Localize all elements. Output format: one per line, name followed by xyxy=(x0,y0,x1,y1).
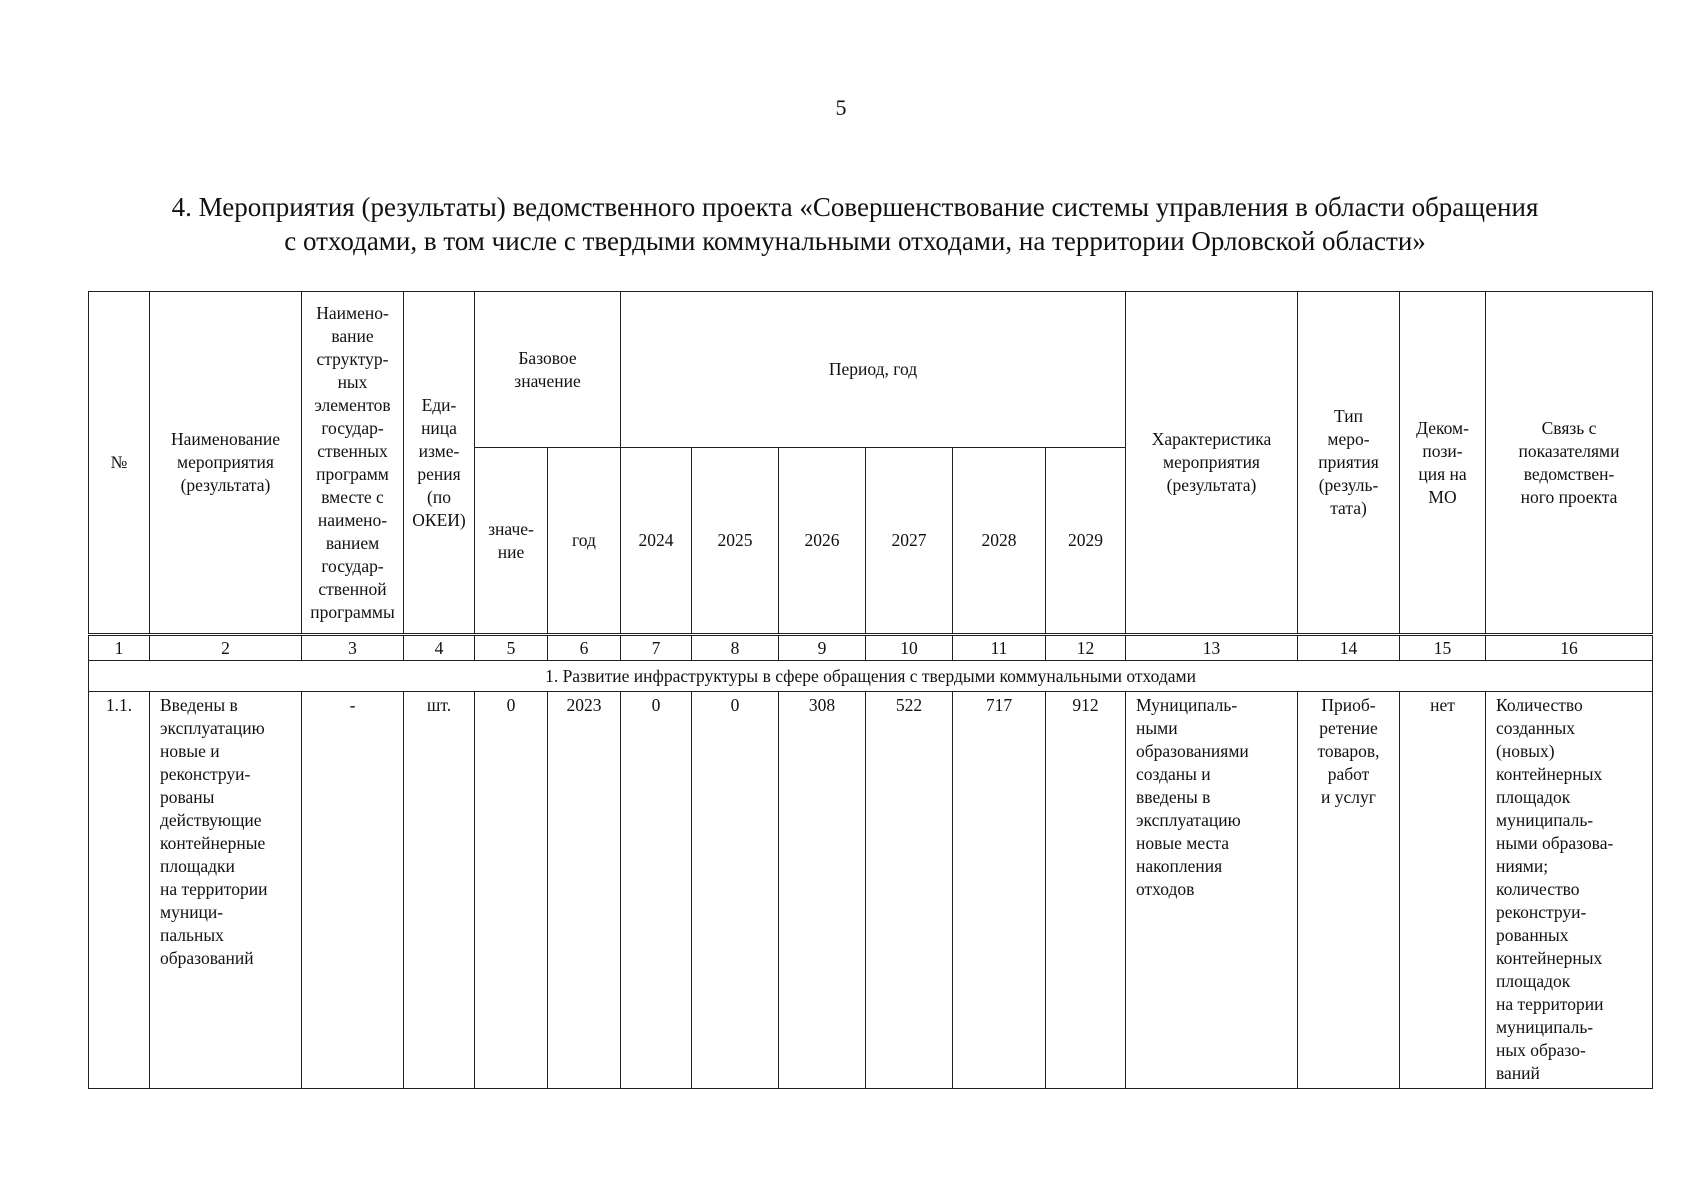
column-number: 16 xyxy=(1486,635,1653,661)
column-number: 2 xyxy=(150,635,302,661)
header-num: № xyxy=(89,292,150,635)
row-value-2025: 0 xyxy=(692,692,779,1089)
row-value-2029: 912 xyxy=(1046,692,1126,1089)
column-number: 6 xyxy=(548,635,621,661)
header-year: 2028 xyxy=(953,448,1046,635)
row-type: Приоб- ретение товаров, работ и услуг xyxy=(1298,692,1400,1089)
header-type: Тип меро- приятия (резуль- тата) xyxy=(1298,292,1400,635)
header-name: Наименование мероприятия (результата) xyxy=(150,292,302,635)
header-year: 2029 xyxy=(1046,448,1126,635)
page-number: 5 xyxy=(835,95,847,120)
header-characteristic: Характеристика мероприятия (результата) xyxy=(1126,292,1298,635)
column-number: 3 xyxy=(302,635,404,661)
row-unit: шт. xyxy=(404,692,475,1089)
row-struct: - xyxy=(302,692,404,1089)
header-base-year: год xyxy=(548,448,621,635)
column-number: 1 xyxy=(89,635,150,661)
header-row-1 xyxy=(89,292,1653,448)
row-base-year: 2023 xyxy=(548,692,621,1089)
header-year: 2025 xyxy=(692,448,779,635)
row-base-value: 0 xyxy=(475,692,548,1089)
column-number: 11 xyxy=(953,635,1046,661)
header-decomp: Деком- пози- ция на МО xyxy=(1400,292,1486,635)
column-number: 15 xyxy=(1400,635,1486,661)
column-number: 7 xyxy=(621,635,692,661)
row-value-2028: 717 xyxy=(953,692,1046,1089)
column-number: 9 xyxy=(779,635,866,661)
activities-table xyxy=(88,291,1653,1089)
row-characteristic: Муниципаль- ными образованиями созданы и введены в эксплуатацию новые места накопления отходов xyxy=(1126,692,1298,1089)
row-link: Количество созданных (новых) контейнерных площадок муниципаль- ными образова- ниями; количество реконструи- рованных контейнерных площадок на территории муниципаль- ных образо- ваний xyxy=(1486,692,1653,1089)
section-row xyxy=(89,661,1653,692)
header-base-value: значе- ние xyxy=(475,448,548,635)
row-name: Введены в эксплуатацию новые и реконструи- рованы действующие контейнерные площадки на территории муници- пальных образований xyxy=(150,692,302,1089)
header-period: Период, год xyxy=(621,292,1126,448)
document-title xyxy=(95,190,1615,258)
column-number: 13 xyxy=(1126,635,1298,661)
header-year: 2024 xyxy=(621,448,692,635)
title-line-1: 4. Мероприятия (результаты) ведомственного проекта «Совершенствование системы управления в области обращения xyxy=(171,192,1539,222)
header-link: Связь с показателями ведомствен- ного проекта xyxy=(1486,292,1653,635)
header-year: 2026 xyxy=(779,448,866,635)
header-base: Базовое значение xyxy=(475,292,621,448)
column-number: 14 xyxy=(1298,635,1400,661)
row-decomp: нет xyxy=(1400,692,1486,1089)
table-row xyxy=(89,692,1653,1089)
row-value-2027: 522 xyxy=(866,692,953,1089)
row-value-2026: 308 xyxy=(779,692,866,1089)
header-unit: Еди- ница изме- рения (по ОКЕИ) xyxy=(404,292,475,635)
header-year: 2027 xyxy=(866,448,953,635)
row-num: 1.1. xyxy=(89,692,150,1089)
section-title: 1. Развитие инфраструктуры в сфере обращения с твердыми коммунальными отходами xyxy=(89,661,1653,692)
row-value-2024: 0 xyxy=(621,692,692,1089)
column-number: 10 xyxy=(866,635,953,661)
column-number: 12 xyxy=(1046,635,1126,661)
column-number: 4 xyxy=(404,635,475,661)
title-line-2: с отходами, в том числе с твердыми коммунальными отходами, на территории Орловской области» xyxy=(284,226,1426,256)
header-struct: Наимено- вание структур- ных элементов государ- ственных программ вместе с наимено- ванием государ- ственной программы xyxy=(302,292,404,635)
column-number: 5 xyxy=(475,635,548,661)
column-number: 8 xyxy=(692,635,779,661)
column-number-row xyxy=(89,635,1653,661)
